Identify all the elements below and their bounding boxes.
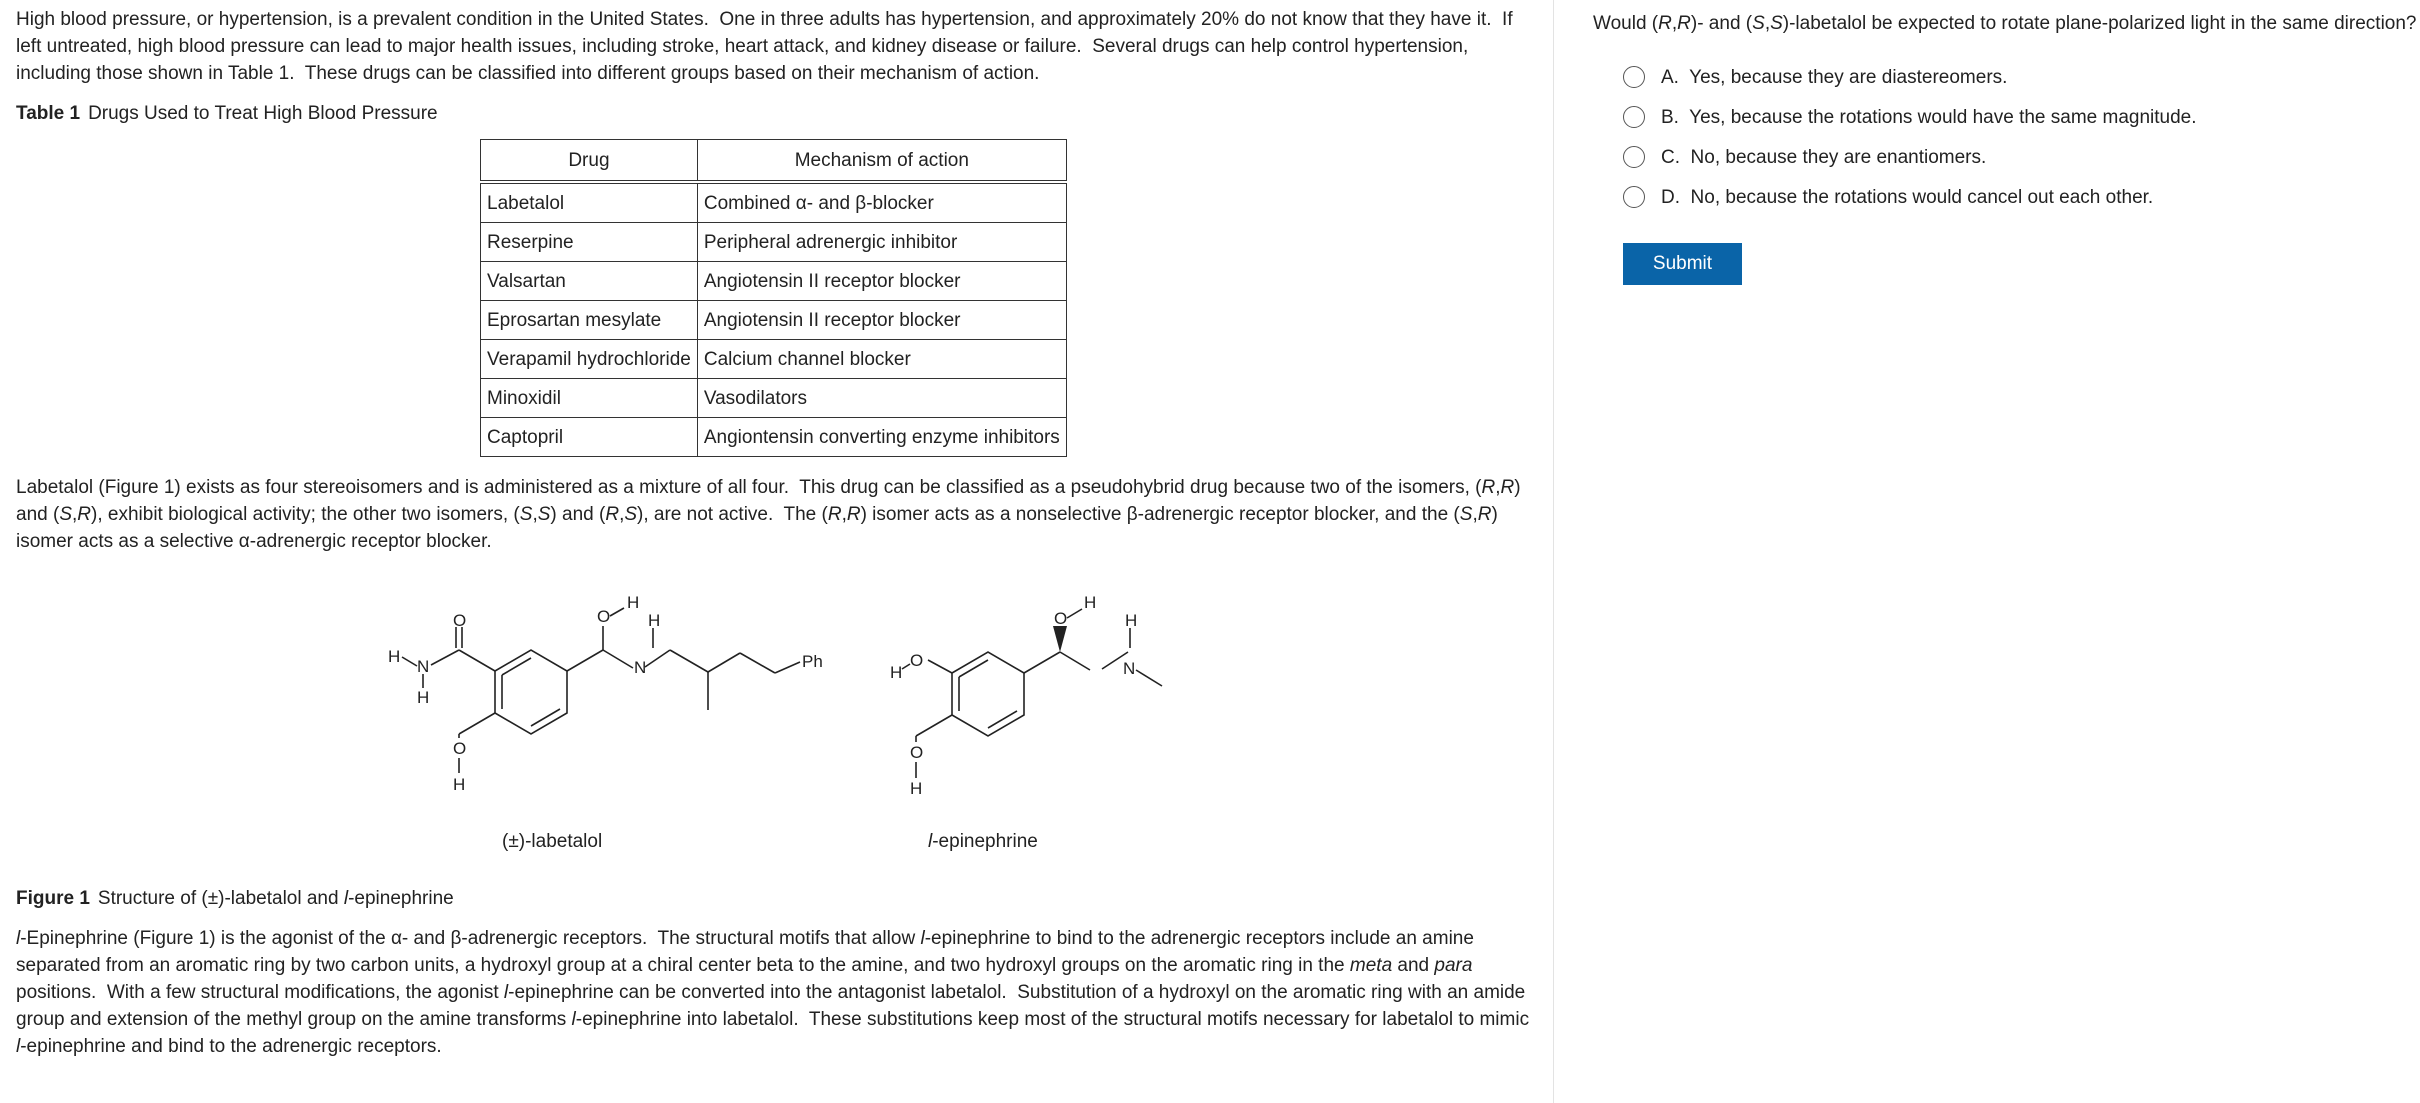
atom-h: H xyxy=(1084,593,1097,612)
atom-h: H xyxy=(910,779,923,798)
atom-h: H xyxy=(627,593,640,612)
atom-ph: Ph xyxy=(802,652,823,671)
atom-h: H xyxy=(388,647,401,666)
question-pane xyxy=(1555,0,2420,1103)
atom-o: O xyxy=(453,611,467,630)
intro-paragraph: High blood pressure, or hypertension, is a prevalent condition in the United States. One in three adults has hypertension, and approximately 20% do not know that they have it. If left untreated, high blood pressure can lead to major health issues, including stroke, heart attack, and kidney disease or failure. Several drugs can help control hypertension, including those shown in Table 1. These drugs can be classified into different groups based on their mechanism of action. xyxy=(16,9,1513,84)
header-mechanism: Mechanism of action xyxy=(697,140,1066,183)
labetalol-ring xyxy=(495,650,567,734)
epinephrine-ring xyxy=(952,652,1024,736)
labetalol-paragraph: Labetalol (Figure 1) exists as four stereoisomers and is administered as a mixture of all four. This drug can be classified as a pseudohybrid drug because two of the isomers, (R,R) and (S,R), exhibit biological activity; the other two isomers, (S,S) and (R,S), are not active. The (R,R) isomer acts as a nonselective β-adrenergic receptor blocker, and the (S,R) isomer acts as a selective α-adrenergic receptor blocker. xyxy=(16,477,1521,552)
mechanism-cell: Calcium channel blocker xyxy=(697,340,1066,379)
mechanism-cell: Angiotensin II receptor blocker xyxy=(697,301,1066,340)
choice-d-text: D. No, because the rotations would cancel out each other. xyxy=(1661,186,2154,208)
drugs-table xyxy=(480,139,1067,457)
epinephrine-label: l-epinephrine xyxy=(928,831,1038,852)
header-drug: Drug xyxy=(481,140,698,183)
table-row xyxy=(481,182,1067,223)
table-caption-label: Table 1 xyxy=(16,103,81,124)
drug-cell: Valsartan xyxy=(481,262,698,301)
atom-n: N xyxy=(1123,659,1136,678)
choice-a[interactable] xyxy=(1623,62,2007,92)
mechanism-cell: Angiotensin II receptor blocker xyxy=(697,262,1066,301)
submit-button[interactable]: Submit xyxy=(1623,243,1742,285)
table-row xyxy=(481,340,1067,379)
drug-cell: Reserpine xyxy=(481,223,698,262)
mechanism-cell: Angiontensin converting enzyme inhibitors xyxy=(697,418,1066,457)
figure-caption-label: Figure 1 xyxy=(16,888,90,909)
epinephrine-paragraph: l-Epinephrine (Figure 1) is the agonist of the α- and β-adrenergic receptors. The structural motifs that allow l-epinephrine to bind to the adrenergic receptors include an amine separated from an aromatic ring by two carbon units, a hydroxyl group at a chiral center beta to the amine, and two hydroxyl groups on the aromatic ring in the meta and para positions. With a few structural modifications, the agonist l-epinephrine can be converted into the antagonist labetalol. Substitution of a hydroxyl on the aromatic ring with an amide group and extension of the methyl group on the amine transforms l-epinephrine into labetalol. These substitutions keep most of the structural motifs necessary for labetalol to mimic l-epinephrine and bind to the adrenergic receptors. xyxy=(16,928,1530,1057)
atom-h: H xyxy=(648,611,661,630)
radio-icon[interactable] xyxy=(1623,66,1645,88)
atom-n: N xyxy=(417,657,430,676)
table-row xyxy=(481,223,1067,262)
table-row xyxy=(481,301,1067,340)
radio-icon[interactable] xyxy=(1623,106,1645,128)
labetalol-atoms xyxy=(388,593,823,794)
atom-o: O xyxy=(453,739,467,758)
atom-h: H xyxy=(1125,611,1138,630)
drug-cell: Captopril xyxy=(481,418,698,457)
choice-a-text: A. Yes, because they are diastereomers. xyxy=(1661,66,2008,88)
atom-o: O xyxy=(910,651,924,670)
table-caption xyxy=(16,100,438,127)
epinephrine-structure xyxy=(902,609,1162,778)
mechanism-cell: Combined α- and β-blocker xyxy=(697,182,1066,223)
atom-o: O xyxy=(910,743,924,762)
mechanism-cell: Vasodilators xyxy=(697,379,1066,418)
choice-b-text: B. Yes, because the rotations would have the same magnitude. xyxy=(1661,106,2197,128)
atom-n: N xyxy=(634,658,647,677)
mechanism-cell: Peripheral adrenergic inhibitor xyxy=(697,223,1066,262)
wedge-bond xyxy=(1053,626,1067,652)
labetalol-label: (±)-labetalol xyxy=(502,831,603,852)
choice-c-text: C. No, because they are enantiomers. xyxy=(1661,146,1987,168)
question-stem: Would (R,R)- and (S,S)-labetalol be expected to rotate plane-polarized light in the same direction? xyxy=(1593,13,2417,34)
figure-caption xyxy=(16,885,454,912)
atom-o: O xyxy=(597,607,611,626)
drug-cell: Minoxidil xyxy=(481,379,698,418)
table-header-row xyxy=(481,140,1067,183)
choice-d[interactable] xyxy=(1623,182,2153,212)
drug-cell: Labetalol xyxy=(481,182,698,223)
drug-cell: Verapamil hydrochloride xyxy=(481,340,698,379)
table-caption-text: Drugs Used to Treat High Blood Pressure xyxy=(88,103,438,124)
choice-b[interactable] xyxy=(1623,102,2197,132)
epinephrine-atoms xyxy=(890,593,1137,798)
drug-cell: Eprosartan mesylate xyxy=(481,301,698,340)
radio-icon[interactable] xyxy=(1623,186,1645,208)
figure-1-structures xyxy=(370,590,1190,868)
radio-icon[interactable] xyxy=(1623,146,1645,168)
atom-h: H xyxy=(890,663,903,682)
table-row xyxy=(481,418,1067,457)
atom-h: H xyxy=(453,775,466,794)
choice-c[interactable] xyxy=(1623,142,1986,172)
table-row xyxy=(481,262,1067,301)
atom-h: H xyxy=(417,688,430,707)
figure-caption-text: Structure of (±)-labetalol and l-epinephrine xyxy=(97,888,454,909)
table-row xyxy=(481,379,1067,418)
structure-drawing xyxy=(370,590,1190,860)
atom-o: O xyxy=(1054,609,1068,628)
